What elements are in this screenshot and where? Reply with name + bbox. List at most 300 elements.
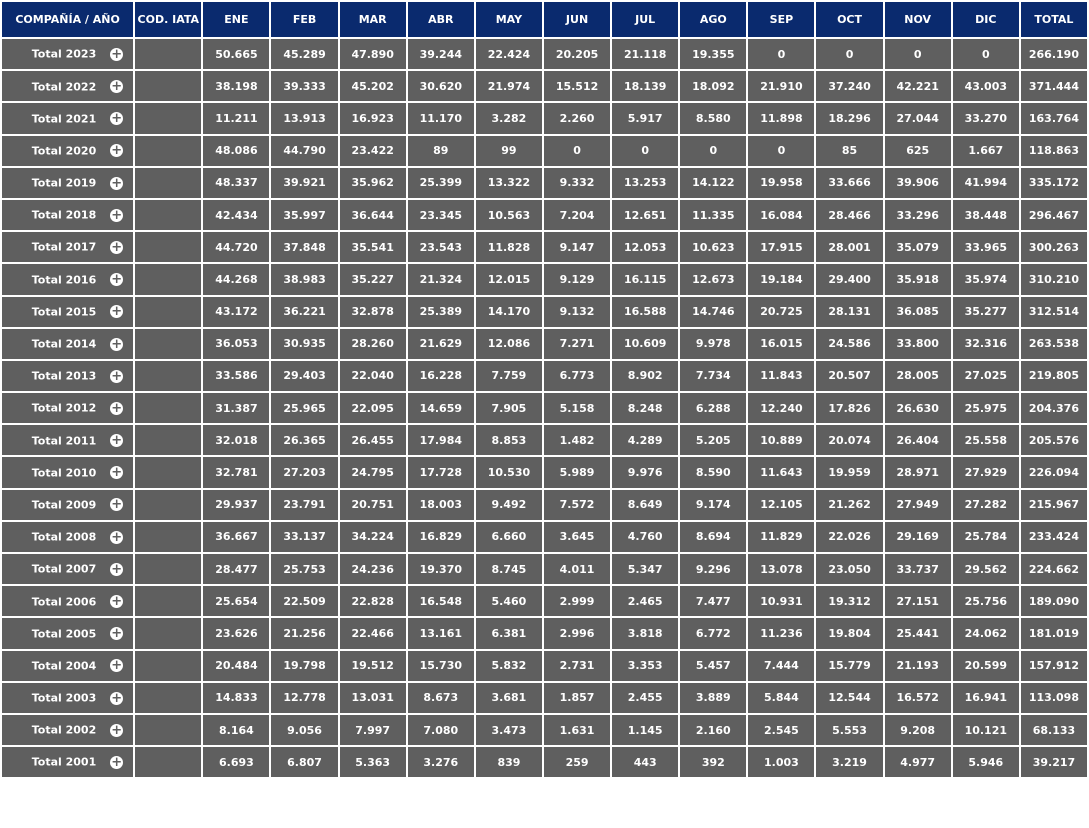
value-cell-mar: 47.890 (339, 38, 407, 70)
column-header-nov: NOV (884, 1, 952, 38)
value-cell-abr: 21.629 (407, 328, 475, 360)
value-cell-nov: 28.005 (884, 360, 952, 392)
value-cell-total: 118.863 (1020, 135, 1088, 167)
iata-cell (134, 392, 202, 424)
value-cell-abr: 39.244 (407, 38, 475, 70)
iata-cell (134, 102, 202, 134)
expand-plus-icon[interactable]: + (111, 207, 123, 223)
iata-cell (134, 682, 202, 714)
value-cell-mar: 22.466 (339, 617, 407, 649)
iata-cell (134, 328, 202, 360)
expand-plus-icon[interactable]: + (111, 433, 123, 449)
table-row (1, 263, 1088, 295)
value-cell-jul: 2.465 (611, 585, 679, 617)
value-cell-dic: 27.929 (952, 456, 1020, 488)
row-year-label: Total 2016 (31, 273, 97, 287)
value-cell-feb: 25.965 (270, 392, 338, 424)
value-cell-jun: 2.999 (543, 585, 611, 617)
value-cell-ago: 8.590 (679, 456, 747, 488)
value-cell-dic: 25.975 (952, 392, 1020, 424)
value-cell-feb: 27.203 (270, 456, 338, 488)
value-cell-nov: 9.208 (884, 714, 952, 746)
value-cell-abr: 16.829 (407, 521, 475, 553)
value-cell-jun: 1.631 (543, 714, 611, 746)
value-cell-jul: 8.902 (611, 360, 679, 392)
value-cell-abr: 17.984 (407, 424, 475, 456)
row-year-label: Total 2009 (31, 498, 97, 512)
table-row (1, 424, 1088, 456)
value-cell-nov: 25.441 (884, 617, 952, 649)
row-year-cell (1, 714, 134, 746)
value-cell-dic: 35.974 (952, 263, 1020, 295)
value-cell-ene: 25.654 (202, 585, 270, 617)
value-cell-ago: 14.746 (679, 296, 747, 328)
row-year-label: Total 2008 (31, 530, 97, 544)
row-year-cell (1, 392, 134, 424)
value-cell-jun: 20.205 (543, 38, 611, 70)
expand-plus-icon[interactable]: + (111, 368, 123, 384)
value-cell-sep: 2.545 (747, 714, 815, 746)
value-cell-abr: 3.276 (407, 746, 475, 778)
expand-plus-icon[interactable]: + (111, 111, 123, 127)
value-cell-dic: 43.003 (952, 70, 1020, 102)
value-cell-oct: 20.507 (815, 360, 883, 392)
value-cell-nov: 35.079 (884, 231, 952, 263)
value-cell-feb: 23.791 (270, 489, 338, 521)
value-cell-jun: 2.260 (543, 102, 611, 134)
table-row (1, 617, 1088, 649)
value-cell-ene: 36.053 (202, 328, 270, 360)
value-cell-ene: 50.665 (202, 38, 270, 70)
value-cell-nov: 33.296 (884, 199, 952, 231)
value-cell-may: 8.853 (475, 424, 543, 456)
expand-plus-icon[interactable]: + (111, 722, 123, 738)
value-cell-oct: 12.544 (815, 682, 883, 714)
row-year-label: Total 2019 (31, 176, 97, 190)
iata-cell (134, 456, 202, 488)
value-cell-mar: 24.236 (339, 553, 407, 585)
value-cell-sep: 0 (747, 135, 815, 167)
expand-plus-icon[interactable]: + (111, 400, 123, 416)
value-cell-dic: 33.965 (952, 231, 1020, 263)
value-cell-ene: 43.172 (202, 296, 270, 328)
value-cell-total: 163.764 (1020, 102, 1088, 134)
expand-plus-icon[interactable]: + (111, 143, 123, 159)
value-cell-oct: 85 (815, 135, 883, 167)
value-cell-jul: 4.760 (611, 521, 679, 553)
value-cell-oct: 28.001 (815, 231, 883, 263)
value-cell-total: 68.133 (1020, 714, 1088, 746)
row-year-cell (1, 456, 134, 488)
value-cell-jun: 7.572 (543, 489, 611, 521)
value-cell-ago: 5.205 (679, 424, 747, 456)
row-year-cell (1, 746, 134, 778)
value-cell-ene: 6.693 (202, 746, 270, 778)
expand-plus-icon[interactable]: + (111, 754, 123, 770)
value-cell-dic: 1.667 (952, 135, 1020, 167)
value-cell-sep: 5.844 (747, 682, 815, 714)
iata-cell (134, 263, 202, 295)
value-cell-ene: 28.477 (202, 553, 270, 585)
value-cell-abr: 30.620 (407, 70, 475, 102)
expand-plus-icon[interactable]: + (111, 497, 123, 513)
value-cell-feb: 12.778 (270, 682, 338, 714)
value-cell-oct: 0 (815, 38, 883, 70)
value-cell-may: 14.170 (475, 296, 543, 328)
value-cell-feb: 6.807 (270, 746, 338, 778)
value-cell-total: 266.190 (1020, 38, 1088, 70)
value-cell-mar: 16.923 (339, 102, 407, 134)
iata-cell (134, 199, 202, 231)
value-cell-sep: 11.898 (747, 102, 815, 134)
value-cell-total: 335.172 (1020, 167, 1088, 199)
expand-plus-icon[interactable]: + (111, 529, 123, 545)
value-cell-nov: 33.737 (884, 553, 952, 585)
value-cell-may: 22.424 (475, 38, 543, 70)
value-cell-jun: 6.773 (543, 360, 611, 392)
value-cell-dic: 38.448 (952, 199, 1020, 231)
value-cell-total: 263.538 (1020, 328, 1088, 360)
value-cell-ago: 18.092 (679, 70, 747, 102)
value-cell-ago: 9.296 (679, 553, 747, 585)
value-cell-dic: 0 (952, 38, 1020, 70)
expand-plus-icon[interactable]: + (111, 46, 123, 62)
value-cell-mar: 24.795 (339, 456, 407, 488)
table-row (1, 746, 1088, 778)
table-row (1, 70, 1088, 102)
value-cell-dic: 20.599 (952, 650, 1020, 682)
row-year-cell (1, 489, 134, 521)
table-row (1, 199, 1088, 231)
value-cell-jun: 2.731 (543, 650, 611, 682)
value-cell-ago: 12.673 (679, 263, 747, 295)
iata-cell (134, 70, 202, 102)
value-cell-abr: 23.345 (407, 199, 475, 231)
value-cell-jul: 1.145 (611, 714, 679, 746)
value-cell-jul: 443 (611, 746, 679, 778)
value-cell-jul: 0 (611, 135, 679, 167)
value-cell-jul: 5.347 (611, 553, 679, 585)
row-year-cell (1, 328, 134, 360)
expand-plus-icon[interactable]: + (111, 561, 123, 577)
column-header-total: TOTAL (1020, 1, 1088, 38)
value-cell-feb: 38.983 (270, 263, 338, 295)
value-cell-abr: 14.659 (407, 392, 475, 424)
value-cell-nov: 4.977 (884, 746, 952, 778)
value-cell-feb: 37.848 (270, 231, 338, 263)
row-year-cell (1, 38, 134, 70)
value-cell-jun: 1.482 (543, 424, 611, 456)
iata-cell (134, 167, 202, 199)
value-cell-oct: 19.959 (815, 456, 883, 488)
value-cell-sep: 1.003 (747, 746, 815, 778)
table-row (1, 296, 1088, 328)
expand-plus-icon[interactable]: + (111, 336, 123, 352)
value-cell-nov: 35.918 (884, 263, 952, 295)
value-cell-may: 6.660 (475, 521, 543, 553)
value-cell-total: 215.967 (1020, 489, 1088, 521)
value-cell-jul: 4.289 (611, 424, 679, 456)
value-cell-nov: 26.630 (884, 392, 952, 424)
row-year-label: Total 2002 (31, 723, 97, 737)
value-cell-oct: 28.466 (815, 199, 883, 231)
value-cell-oct: 24.586 (815, 328, 883, 360)
value-cell-total: 181.019 (1020, 617, 1088, 649)
value-cell-oct: 21.262 (815, 489, 883, 521)
value-cell-ago: 7.734 (679, 360, 747, 392)
value-cell-ago: 392 (679, 746, 747, 778)
expand-plus-icon[interactable]: + (111, 272, 123, 288)
value-cell-feb: 29.403 (270, 360, 338, 392)
expand-plus-icon[interactable]: + (111, 658, 123, 674)
value-cell-dic: 16.941 (952, 682, 1020, 714)
value-cell-ene: 48.086 (202, 135, 270, 167)
value-cell-abr: 21.324 (407, 263, 475, 295)
value-cell-jul: 16.115 (611, 263, 679, 295)
value-cell-sep: 12.240 (747, 392, 815, 424)
value-cell-ene: 44.268 (202, 263, 270, 295)
value-cell-ago: 6.772 (679, 617, 747, 649)
value-cell-abr: 25.399 (407, 167, 475, 199)
value-cell-ago: 9.978 (679, 328, 747, 360)
iata-cell (134, 424, 202, 456)
value-cell-sep: 21.910 (747, 70, 815, 102)
value-cell-may: 839 (475, 746, 543, 778)
value-cell-jun: 3.645 (543, 521, 611, 553)
row-year-label: Total 2001 (31, 755, 97, 769)
value-cell-total: 300.263 (1020, 231, 1088, 263)
value-cell-jun: 15.512 (543, 70, 611, 102)
value-cell-nov: 39.906 (884, 167, 952, 199)
value-cell-jun: 9.132 (543, 296, 611, 328)
value-cell-feb: 22.509 (270, 585, 338, 617)
row-year-cell (1, 617, 134, 649)
row-year-cell (1, 296, 134, 328)
value-cell-jul: 16.588 (611, 296, 679, 328)
value-cell-total: 189.090 (1020, 585, 1088, 617)
column-header-company-year: COMPAÑÍA / AÑO (1, 1, 134, 38)
value-cell-abr: 19.370 (407, 553, 475, 585)
value-cell-nov: 0 (884, 38, 952, 70)
value-cell-mar: 35.541 (339, 231, 407, 263)
value-cell-ene: 14.833 (202, 682, 270, 714)
value-cell-ene: 44.720 (202, 231, 270, 263)
value-cell-ago: 5.457 (679, 650, 747, 682)
table-row (1, 392, 1088, 424)
value-cell-sep: 11.829 (747, 521, 815, 553)
row-year-cell (1, 102, 134, 134)
iata-cell (134, 231, 202, 263)
value-cell-oct: 18.296 (815, 102, 883, 134)
value-cell-sep: 10.931 (747, 585, 815, 617)
value-cell-feb: 30.935 (270, 328, 338, 360)
column-header-abr: ABR (407, 1, 475, 38)
value-cell-sep: 10.889 (747, 424, 815, 456)
table-row (1, 231, 1088, 263)
value-cell-ene: 31.387 (202, 392, 270, 424)
expand-plus-icon[interactable]: + (111, 465, 123, 481)
value-cell-sep: 17.915 (747, 231, 815, 263)
row-year-label: Total 2010 (31, 466, 97, 480)
value-cell-sep: 11.236 (747, 617, 815, 649)
value-cell-oct: 19.804 (815, 617, 883, 649)
value-cell-mar: 45.202 (339, 70, 407, 102)
row-year-cell (1, 231, 134, 263)
value-cell-jul: 5.917 (611, 102, 679, 134)
value-cell-nov: 26.404 (884, 424, 952, 456)
value-cell-may: 10.563 (475, 199, 543, 231)
value-cell-sep: 13.078 (747, 553, 815, 585)
table-row (1, 328, 1088, 360)
row-year-cell (1, 135, 134, 167)
value-cell-mar: 23.422 (339, 135, 407, 167)
value-cell-sep: 11.843 (747, 360, 815, 392)
value-cell-nov: 28.971 (884, 456, 952, 488)
value-cell-jul: 8.248 (611, 392, 679, 424)
value-cell-dic: 25.558 (952, 424, 1020, 456)
expand-plus-icon[interactable]: + (111, 690, 123, 706)
value-cell-nov: 42.221 (884, 70, 952, 102)
value-cell-mar: 19.512 (339, 650, 407, 682)
value-cell-ene: 36.667 (202, 521, 270, 553)
row-year-cell (1, 585, 134, 617)
table-row (1, 102, 1088, 134)
value-cell-may: 21.974 (475, 70, 543, 102)
value-cell-oct: 29.400 (815, 263, 883, 295)
value-cell-may: 13.322 (475, 167, 543, 199)
row-year-label: Total 2003 (31, 691, 97, 705)
row-year-label: Total 2021 (31, 112, 97, 126)
value-cell-oct: 20.074 (815, 424, 883, 456)
value-cell-ago: 0 (679, 135, 747, 167)
value-cell-ago: 11.335 (679, 199, 747, 231)
column-header-iata: COD. IATA (134, 1, 202, 38)
value-cell-feb: 39.921 (270, 167, 338, 199)
value-cell-ene: 32.781 (202, 456, 270, 488)
value-cell-jun: 259 (543, 746, 611, 778)
value-cell-ene: 20.484 (202, 650, 270, 682)
value-cell-feb: 19.798 (270, 650, 338, 682)
row-year-label: Total 2005 (31, 627, 97, 641)
table-row (1, 682, 1088, 714)
row-year-label: Total 2015 (31, 305, 97, 319)
row-year-cell (1, 263, 134, 295)
value-cell-may: 9.492 (475, 489, 543, 521)
value-cell-jul: 2.455 (611, 682, 679, 714)
value-cell-sep: 7.444 (747, 650, 815, 682)
value-cell-ago: 9.174 (679, 489, 747, 521)
value-cell-may: 7.905 (475, 392, 543, 424)
value-cell-ene: 8.164 (202, 714, 270, 746)
value-cell-feb: 45.289 (270, 38, 338, 70)
value-cell-may: 8.745 (475, 553, 543, 585)
value-cell-may: 10.530 (475, 456, 543, 488)
value-cell-abr: 7.080 (407, 714, 475, 746)
table-row (1, 553, 1088, 585)
value-cell-may: 5.460 (475, 585, 543, 617)
value-cell-jun: 4.011 (543, 553, 611, 585)
value-cell-jun: 5.989 (543, 456, 611, 488)
value-cell-oct: 37.240 (815, 70, 883, 102)
row-year-label: Total 2007 (31, 562, 97, 576)
value-cell-abr: 16.548 (407, 585, 475, 617)
expand-plus-icon[interactable]: + (111, 175, 123, 191)
value-cell-ene: 38.198 (202, 70, 270, 102)
table-row (1, 489, 1088, 521)
value-cell-sep: 12.105 (747, 489, 815, 521)
value-cell-jul: 13.253 (611, 167, 679, 199)
value-cell-jun: 1.857 (543, 682, 611, 714)
value-cell-mar: 5.363 (339, 746, 407, 778)
value-cell-total: 205.576 (1020, 424, 1088, 456)
value-cell-abr: 15.730 (407, 650, 475, 682)
iata-cell (134, 296, 202, 328)
value-cell-nov: 27.151 (884, 585, 952, 617)
value-cell-dic: 29.562 (952, 553, 1020, 585)
column-header-jun: JUN (543, 1, 611, 38)
row-year-cell (1, 682, 134, 714)
value-cell-oct: 22.026 (815, 521, 883, 553)
value-cell-jul: 3.818 (611, 617, 679, 649)
row-year-cell (1, 199, 134, 231)
value-cell-oct: 5.553 (815, 714, 883, 746)
row-year-label: Total 2006 (31, 595, 97, 609)
value-cell-total: 39.217 (1020, 746, 1088, 778)
value-cell-sep: 0 (747, 38, 815, 70)
value-cell-mar: 22.040 (339, 360, 407, 392)
expand-plus-icon[interactable]: + (111, 304, 123, 320)
iata-cell (134, 585, 202, 617)
value-cell-oct: 23.050 (815, 553, 883, 585)
expand-plus-icon[interactable]: + (111, 594, 123, 610)
row-year-label: Total 2011 (31, 434, 97, 448)
value-cell-may: 3.681 (475, 682, 543, 714)
value-cell-oct: 15.779 (815, 650, 883, 682)
value-cell-feb: 9.056 (270, 714, 338, 746)
value-cell-feb: 44.790 (270, 135, 338, 167)
row-year-label: Total 2004 (31, 659, 97, 673)
value-cell-feb: 21.256 (270, 617, 338, 649)
expand-plus-icon[interactable]: + (111, 626, 123, 642)
table-row (1, 585, 1088, 617)
value-cell-sep: 19.958 (747, 167, 815, 199)
row-year-cell (1, 70, 134, 102)
value-cell-may: 12.086 (475, 328, 543, 360)
value-cell-ago: 6.288 (679, 392, 747, 424)
row-year-cell (1, 650, 134, 682)
value-cell-dic: 41.994 (952, 167, 1020, 199)
expand-plus-icon[interactable]: + (111, 239, 123, 255)
value-cell-jun: 7.271 (543, 328, 611, 360)
value-cell-jun: 9.129 (543, 263, 611, 295)
value-cell-mar: 20.751 (339, 489, 407, 521)
table-body (1, 38, 1088, 778)
value-cell-total: 233.424 (1020, 521, 1088, 553)
value-cell-mar: 7.997 (339, 714, 407, 746)
expand-plus-icon[interactable]: + (111, 79, 123, 95)
value-cell-nov: 21.193 (884, 650, 952, 682)
value-cell-ago: 3.889 (679, 682, 747, 714)
value-cell-may: 12.015 (475, 263, 543, 295)
value-cell-sep: 20.725 (747, 296, 815, 328)
value-cell-abr: 17.728 (407, 456, 475, 488)
value-cell-jun: 9.332 (543, 167, 611, 199)
value-cell-mar: 35.962 (339, 167, 407, 199)
value-cell-dic: 5.946 (952, 746, 1020, 778)
column-header-ene: ENE (202, 1, 270, 38)
iata-cell (134, 650, 202, 682)
iata-cell (134, 38, 202, 70)
